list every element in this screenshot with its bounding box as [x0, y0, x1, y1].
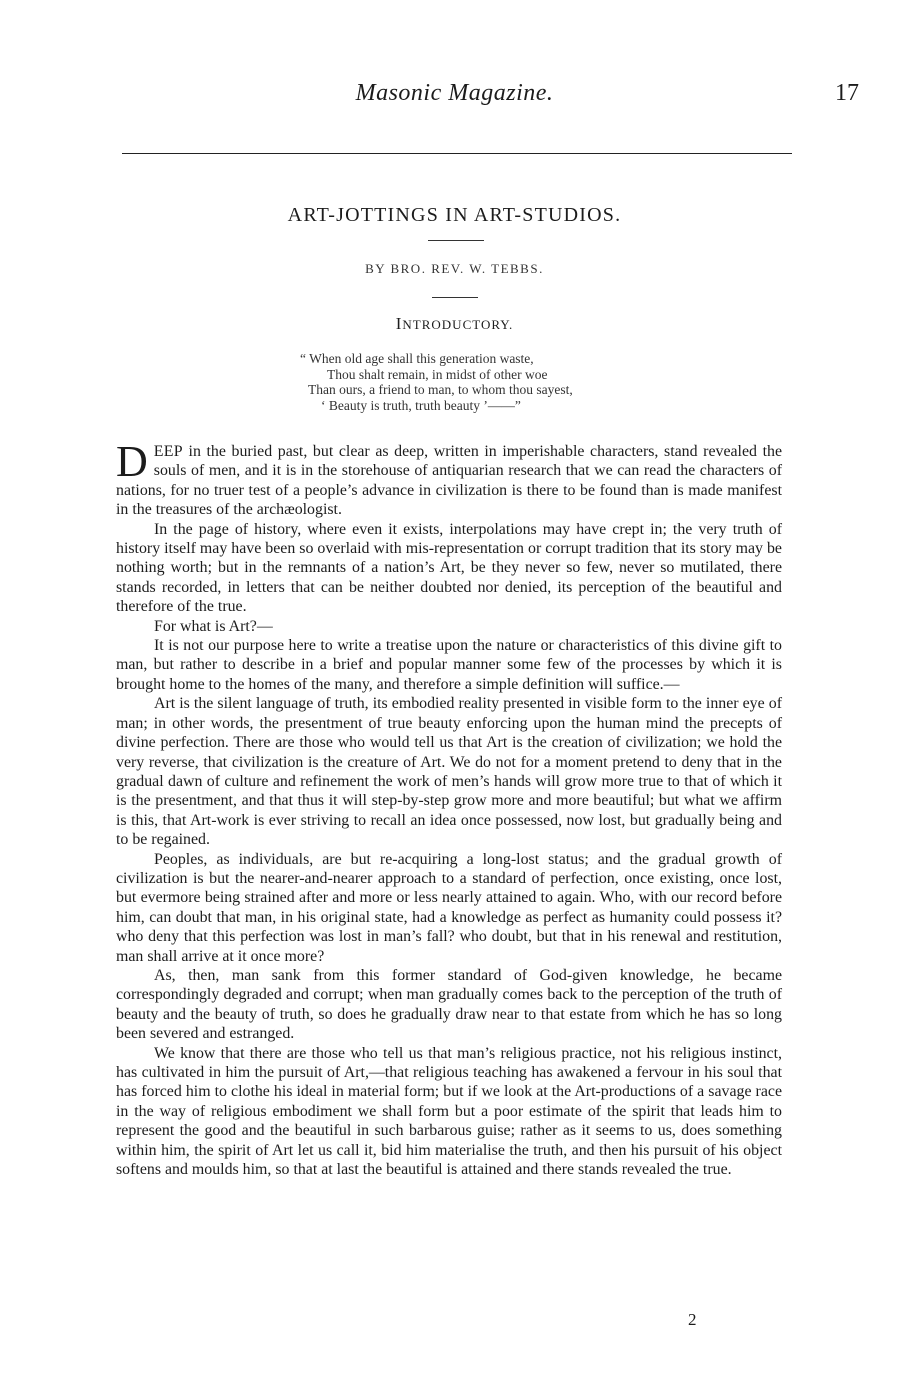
paragraph: Peoples, as individuals, are but re-acquiring a long-lost status; and the gradual growth of civilization is but the nearer-and-nearer approach to a standard of perfection, once existing, once lost, but evermore being strained after and more or less nearly attained to again. Who, with our record before him, can doubt that man, in his original state, had a knowledge as perfect as humanity could possess it? who deny that this perfection was lost in man’s fall? who doubt, but that in his renewal and restitution, man shall arrive at it once more? [116, 850, 782, 965]
paragraph: It is not our purpose here to write a treatise upon the nature or characteristics of this divine gift to man, but rather to describe in a brief and popular manner some few of the processes by which it is brought home to the homes of the many, and therefore a simple definition will suffice.— [116, 637, 782, 693]
article-title: ART-JOTTINGS IN ART-STUDIOS. [287, 204, 622, 226]
section-rest: NTRODUCTORY. [402, 317, 514, 332]
paragraph: Art is the silent language of truth, its embodied reality presented in visible form to the inner eye of man; in other words, the presentment of true beauty enforcing upon the human mind the precepts of divine perfection. There are those who would tell us that Art is the creation of civilization; we hold the very reverse, that civilization is the creature of Art. We do not for a moment pretend to deny that in the gradual dawn of culture and refinement the work of men’s hands will grow more true to that of which it is the presentment, and that thus it will step-by-step grow more and more beautiful; but what we affirm is this, that Art-work is ever striving to recall an idea once possessed, now lost, but gradually being and to be regained. [116, 695, 782, 849]
epigraph-line: Thou shalt remain, in midst of other woe [327, 366, 548, 382]
paragraph: For what is Art?— [154, 617, 273, 635]
drop-cap: D [116, 437, 148, 486]
epigraph [300, 351, 680, 413]
paragraph [116, 437, 782, 520]
page-number: 17 [835, 80, 859, 106]
header-rule [122, 153, 792, 154]
title-divider [428, 240, 484, 241]
paragraph: In the page of history, where even it exists, interpolations may have crept in; the very truth of history itself may have been so overlaid with mis-representation or corrupt tradition that its story may be nothing worth; but in the remnants of a nation’s Art, be they never so few, never so mutilated, there stands recorded, in letters that can be neither doubted nor denied, its perception of the beautiful and therefore of the true. [116, 520, 782, 616]
article-body [116, 437, 782, 1179]
epigraph-line: “ When old age shall this generation waste, [300, 351, 534, 366]
running-title: Masonic Magazine. [355, 80, 554, 106]
paragraph: We know that there are those who tell us that man’s religious practice, not his religious instinct, has cultivated in him the pursuit of Art,—that religious teaching has awakened a fervour in his soul that has forced him to clothe his ideal in material form; but if we look at the Art-productions of a savage race in the way of religious embodiment we shall form but a poor estimate of the spirit that leads him to represent the good and the beautiful in such barbarous guise; rather as it seems to us, does something within him, the spirit of Art let us call it, bid him materialise the truth, and then his pursuit of his object softens and moulds him, so that at last the beautiful is attained and there stands revealed the true. [116, 1044, 782, 1179]
section-heading [0, 314, 909, 334]
epigraph-line: ‘ Beauty is truth, truth beauty ’——” [321, 397, 521, 413]
paragraph-text: in the buried past, but clear as deep, written in imperishable characters, stand revealed the souls of men, and it is in the storehouse of antiquarian research that we can read the characters of nations, for no truer test of a people’s advance in civilization is there to be found than is made manifest in the treasures of the archæologist. [116, 443, 782, 519]
running-header [0, 78, 909, 118]
opening-word: EEP [153, 443, 183, 460]
byline-divider [432, 297, 478, 298]
paragraph: As, then, man sank from this former standard of God-given knowledge, he became correspondingly degraded and corrupt; when man gradually comes back to the perception of the truth of beauty and the beauty of truth, so does he gradually draw near to that estate from which he has so long been severed and estranged. [116, 966, 782, 1043]
byline: BY BRO. REV. W. TEBBS. [365, 261, 544, 276]
signature-mark: 2 [688, 1310, 697, 1329]
epigraph-line: Than ours, a friend to man, to whom thou sayest, [308, 382, 573, 397]
section-initial: I [395, 314, 403, 333]
